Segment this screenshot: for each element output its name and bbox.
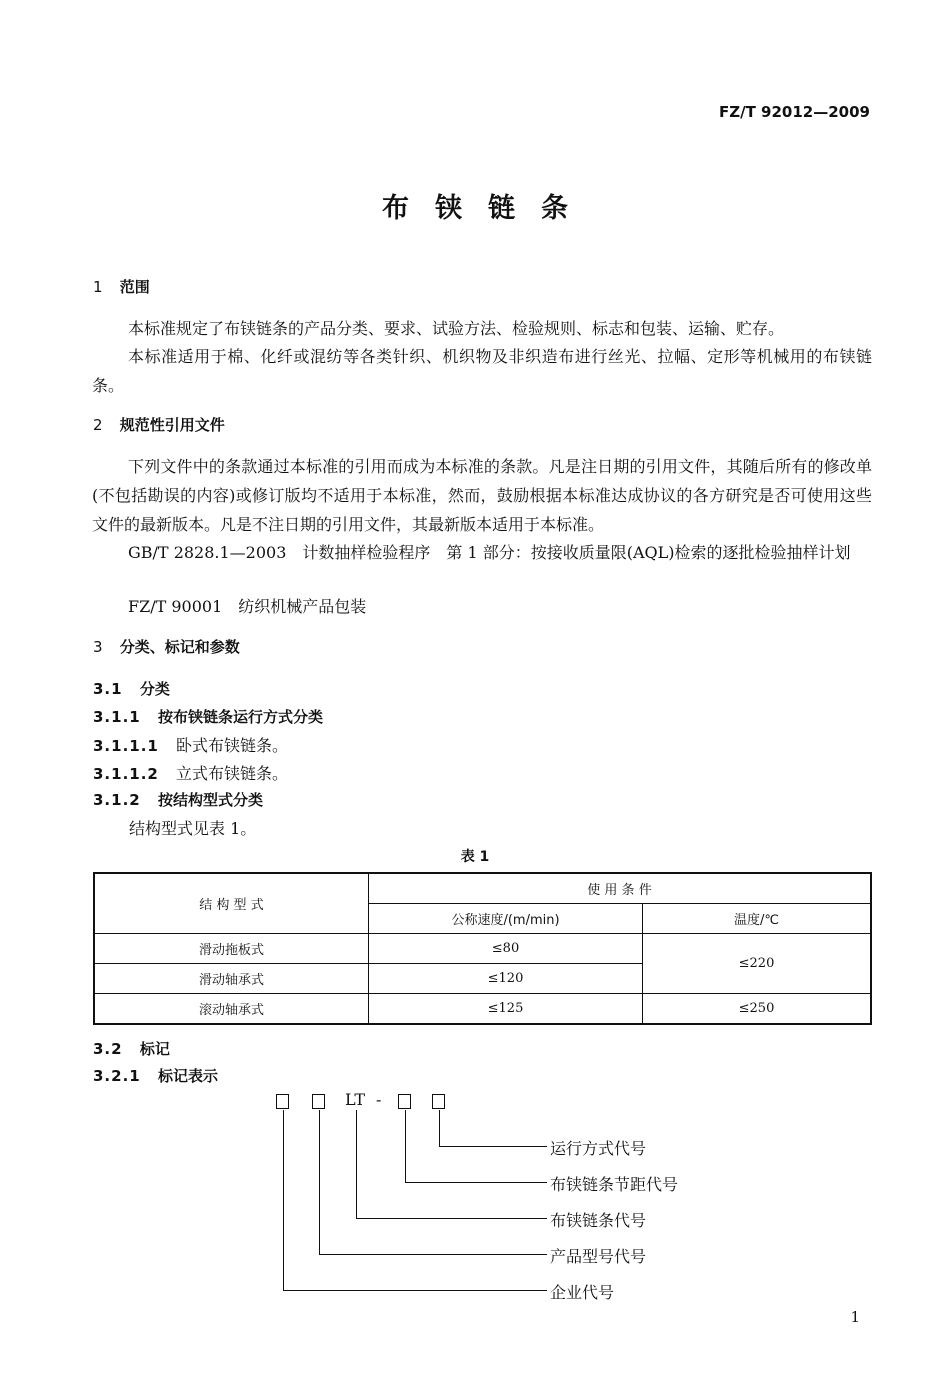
section-text: 立式布铗链条。 xyxy=(175,764,288,783)
cell-type: 滑动轴承式 xyxy=(94,964,369,994)
section-2-heading xyxy=(93,414,225,435)
section-2-paragraph-1: 下列文件中的条款通过本标准的引用而成为本标准的条款。凡是注日期的引用文件，其随后所有的修改单(不包括勘误的内容)或修订版均不适用于本标准，然而，鼓励根据本标准达成协议的各方研究是否可使用这些文件的最新版本。凡是不注日期的引用文件，其最新版本适用于本标准。 xyxy=(92,457,872,534)
leader-line xyxy=(319,1254,547,1255)
cell-temp: ≤250 xyxy=(643,994,872,1025)
section-3-1-1-1 xyxy=(93,733,288,756)
section-title: 规范性引用文件 xyxy=(119,416,225,434)
placeholder-box xyxy=(432,1094,445,1109)
section-title: 分类 xyxy=(139,680,170,698)
document-title: 布铗链条 xyxy=(382,193,594,224)
code-dash: - xyxy=(376,1090,382,1109)
section-number: 3.1 xyxy=(93,680,123,698)
reference-gb-t-2828: GB/T 2828.1—2003 计数抽样检验程序 第 1 部分：按接收质量限(AQL)检索的逐批检验抽样计划 xyxy=(128,543,851,562)
placeholder-box xyxy=(398,1094,411,1109)
header-conditions: 使 用 条 件 xyxy=(369,873,872,904)
section-number: 3.1.2 xyxy=(93,791,141,809)
section-title: 按结构型式分类 xyxy=(157,791,263,809)
table-row xyxy=(94,934,871,964)
cell-speed: ≤125 xyxy=(369,994,643,1025)
section-3-1-heading xyxy=(93,678,170,699)
header-structure: 结 构 型 式 xyxy=(94,873,369,934)
header-speed: 公称速度/(m/min) xyxy=(369,904,643,934)
table-caption: 表 1 xyxy=(460,849,490,865)
section-3-1-2-heading xyxy=(93,789,263,810)
label-pitch-code: 布铗链条节距代号 xyxy=(550,1175,679,1194)
section-3-2-1-heading xyxy=(93,1065,218,1086)
section-3-1-2-text: 结构型式见表 1。 xyxy=(129,819,257,838)
label-product-model: 产品型号代号 xyxy=(550,1247,647,1266)
cell-speed: ≤120 xyxy=(369,964,643,994)
code-lt: LT xyxy=(345,1090,365,1109)
section-number: 3.2 xyxy=(93,1040,123,1058)
section-number: 3.1.1.1 xyxy=(93,737,159,755)
section-3-1-1-2 xyxy=(93,761,288,784)
section-title: 范围 xyxy=(119,278,150,296)
section-title: 标记 xyxy=(139,1040,170,1058)
reference-fz-t-90001: FZ/T 90001 纺织机械产品包装 xyxy=(128,597,367,616)
standard-number: FZ/T 92012—2009 xyxy=(719,103,870,121)
leader-line xyxy=(319,1110,320,1255)
leader-line xyxy=(283,1290,547,1291)
section-number: 3.1.1 xyxy=(93,708,141,726)
placeholder-box xyxy=(312,1094,325,1109)
section-1-paragraph-1: 本标准规定了布铗链条的产品分类、要求、试验方法、检验规则、标志和包装、运输、贮存。 xyxy=(128,319,785,338)
label-chain-code: 布铗链条代号 xyxy=(550,1211,647,1230)
section-title: 标记表示 xyxy=(157,1067,218,1085)
leader-line xyxy=(356,1218,547,1219)
cell-speed: ≤80 xyxy=(369,934,643,964)
cell-temp-merged: ≤220 xyxy=(643,934,872,994)
leader-line xyxy=(405,1182,547,1183)
leader-line xyxy=(405,1110,406,1183)
table-1 xyxy=(93,872,872,1025)
section-1-paragraph-2: 本标准适用于棉、化纤或混纺等各类针织、机织物及非织造布进行丝光、拉幅、定形等机械用的布铗链条。 xyxy=(92,347,872,395)
leader-line xyxy=(439,1146,547,1147)
section-number: 3.1.1.2 xyxy=(93,765,159,783)
section-3-heading xyxy=(93,636,240,657)
table-row xyxy=(94,994,871,1025)
section-number: 3 xyxy=(93,638,103,656)
section-3-2-heading xyxy=(93,1038,170,1059)
label-enterprise-code: 企业代号 xyxy=(550,1283,615,1302)
section-number: 1 xyxy=(93,278,103,296)
leader-line xyxy=(356,1110,357,1219)
section-1-heading xyxy=(93,276,150,297)
label-operation-mode: 运行方式代号 xyxy=(550,1139,647,1158)
section-number: 3.2.1 xyxy=(93,1067,141,1085)
leader-line xyxy=(439,1110,440,1146)
cell-type: 滑动拖板式 xyxy=(94,934,369,964)
section-title: 按布铗链条运行方式分类 xyxy=(157,708,323,726)
section-3-1-1-heading xyxy=(93,706,323,727)
page-number: 1 xyxy=(850,1308,860,1326)
header-temp: 温度/℃ xyxy=(643,904,872,934)
placeholder-box xyxy=(276,1094,289,1109)
section-title: 分类、标记和参数 xyxy=(119,638,240,656)
leader-line xyxy=(283,1110,284,1291)
section-text: 卧式布铗链条。 xyxy=(175,736,288,755)
section-number: 2 xyxy=(93,416,103,434)
cell-type: 滚动轴承式 xyxy=(94,994,369,1025)
